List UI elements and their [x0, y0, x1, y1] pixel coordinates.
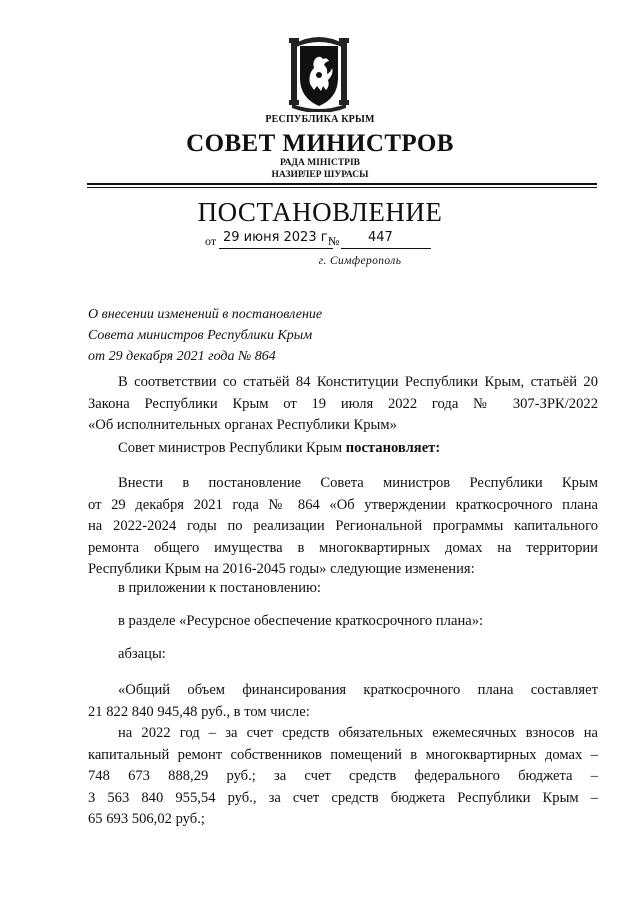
date-prefix: от	[205, 234, 217, 248]
decree-city: г. Симферополь	[318, 255, 402, 267]
republic-name: РЕСПУБЛИКА КРЫМ	[265, 114, 375, 125]
header-divider-thin	[87, 187, 597, 188]
council-name: СОВЕТ МИНИСТРОВ	[186, 130, 454, 157]
quote-line: 21 822 840 945,48 руб., в том числе:	[88, 703, 310, 720]
amend-line: ремонта общего имущества в многоквартирных домах на территории	[88, 539, 598, 556]
council-name-crimean-tatar: НАЗИРЛЕР ШУРАСЫ	[271, 170, 369, 180]
subject-line: Совета министров Республики Крым	[88, 328, 313, 343]
decree-number: 447	[368, 230, 393, 245]
header-divider-thick	[87, 183, 597, 185]
decree-title: ПОСТАНОВЛЕНИЕ	[197, 197, 443, 227]
quote-line: на 2022 год – за счет средств обязательных ежемесячных взносов на	[118, 725, 598, 741]
council-name-ukrainian: РАДА МІНІСТРІВ	[279, 158, 360, 168]
basis-line: Закона Республики Крым от 19 июля 2022 года № 307-ЗРК/2022	[88, 395, 598, 412]
amend-line: Внести в постановление Совета министров Республики Крым	[118, 475, 598, 491]
appendix-paragraph: в приложении к постановлению:	[118, 580, 321, 596]
decree-date-number-row	[205, 230, 445, 254]
decree-date: 29 июня 2023 г.	[223, 230, 332, 245]
amend-paragraph	[88, 473, 598, 581]
amend-line: от 29 декабря 2021 года № 864 «Об утверждении краткосрочного плана	[88, 496, 598, 513]
number-prefix: №	[328, 234, 340, 248]
basis-paragraph	[88, 372, 598, 437]
resolves-paragraph	[118, 440, 440, 457]
crimea-coat-of-arms-icon	[288, 28, 350, 112]
basis-line: В соответствии со статьёй 84 Конституции Республики Крым, статьёй 20	[118, 374, 598, 390]
quote-line: 65 693 506,02 руб.;	[88, 811, 205, 827]
subject-line: О внесении изменений в постановление	[88, 307, 323, 322]
number-underline	[341, 248, 431, 249]
quote-line: «Общий объем финансирования краткосрочного плана составляет	[118, 682, 598, 698]
quote-line: капитальный ремонт собственников помещений в многоквартирных домах –	[88, 746, 598, 763]
decree-subject	[88, 304, 322, 367]
amend-line: Республики Крым на 2016-2045 годы» следующие изменения:	[88, 561, 475, 577]
quote-line: 3 563 840 955,54 руб., за счет средств бюджета Республики Крым –	[88, 789, 598, 806]
resolves-text: Совет министров Республики Крым	[118, 440, 346, 456]
subject-line: от 29 декабря 2021 года № 864	[88, 349, 276, 364]
amend-line: на 2022-2024 годы по реализации Региональной программы капитального	[88, 518, 598, 534]
paragraphs-label: абзацы:	[118, 646, 166, 662]
date-underline	[219, 248, 333, 249]
section-paragraph: в разделе «Ресурсное обеспечение краткосрочного плана»:	[118, 613, 484, 629]
quote-line: 748 673 888,29 руб.; за счет средств федерального бюджета –	[88, 768, 598, 784]
basis-line: «Об исполнительных органах Республики Крым»	[88, 417, 397, 433]
financing-quote	[88, 680, 598, 831]
resolves-keyword: постановляет:	[345, 440, 441, 456]
